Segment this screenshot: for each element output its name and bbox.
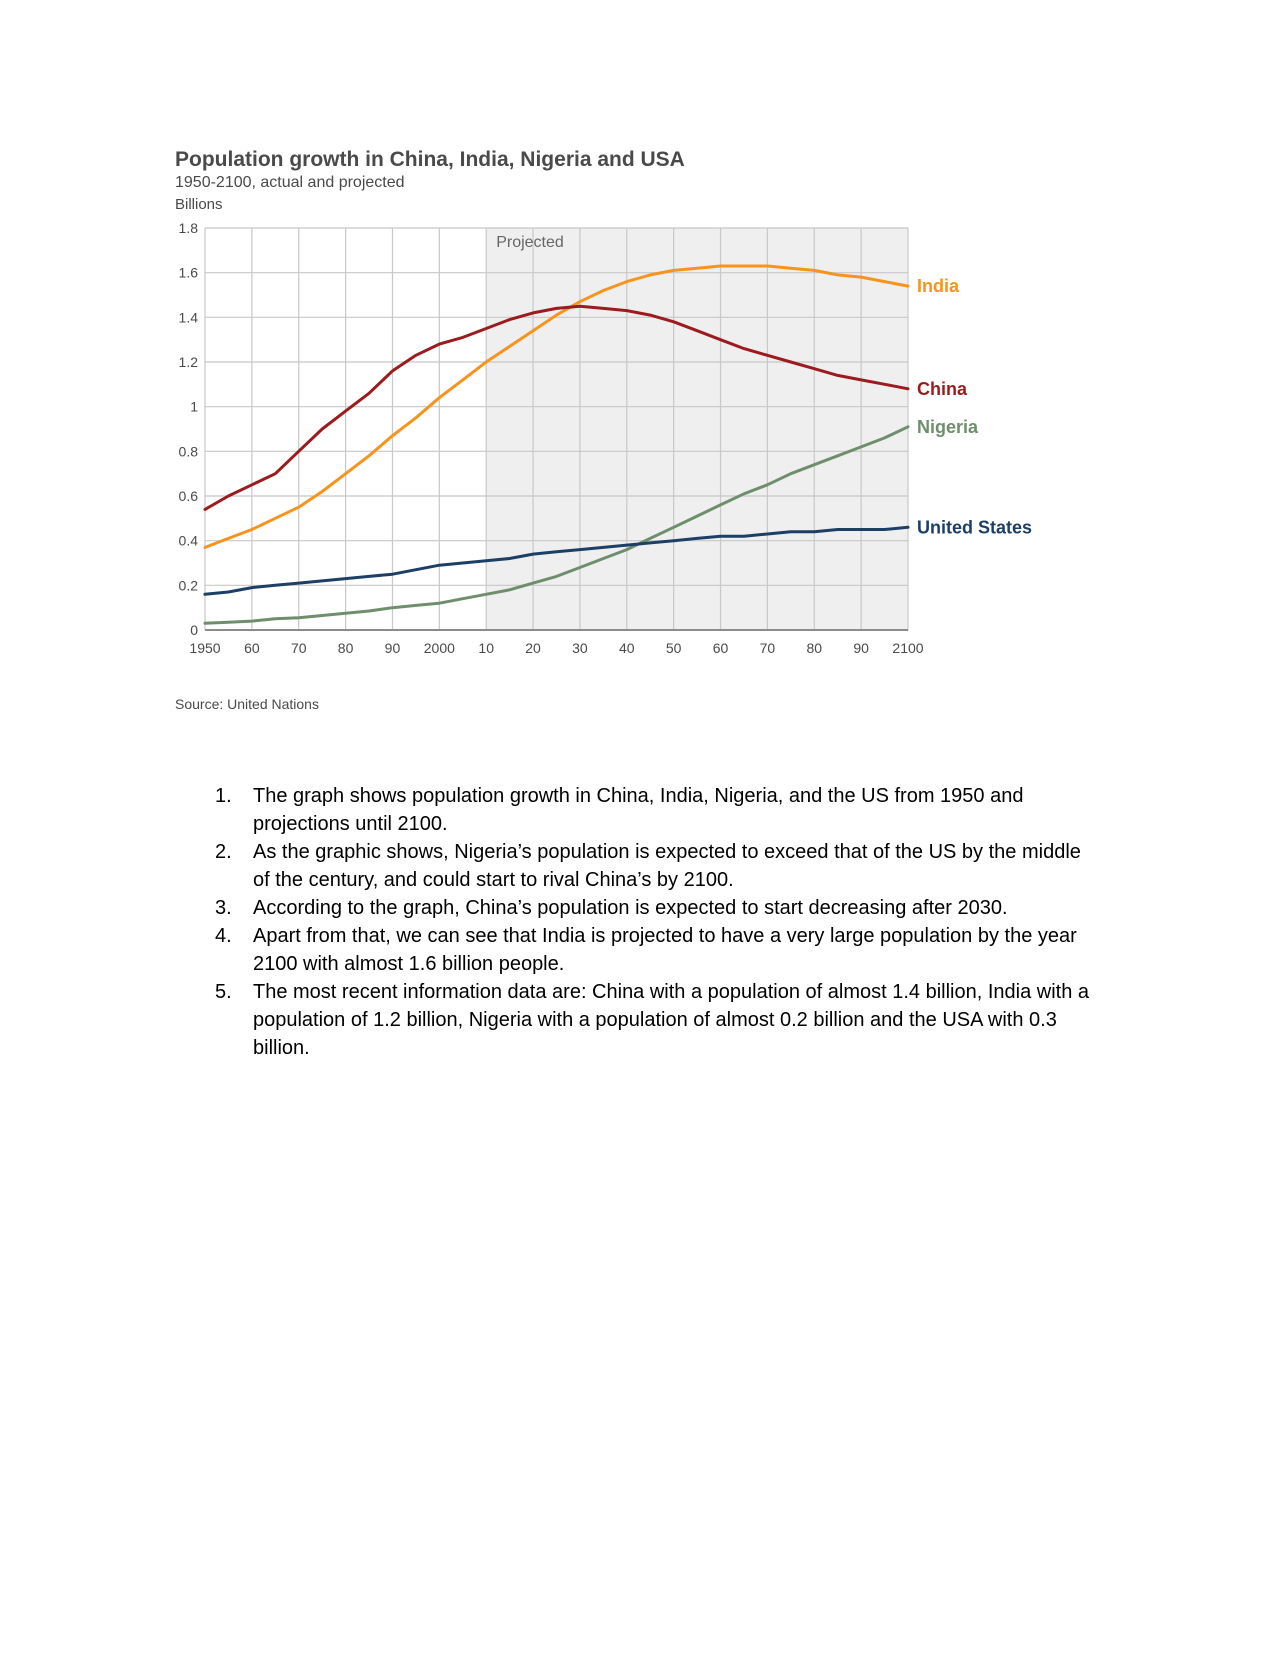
projected-region: [486, 228, 908, 630]
notes-list: [215, 782, 1095, 1062]
x-tick-label: 80: [337, 640, 354, 656]
list-item: [215, 894, 1095, 922]
list-number: 1.: [215, 785, 232, 807]
x-tick-label: 10: [478, 640, 494, 656]
y-tick-label: 1.8: [178, 220, 198, 236]
chart-source: Source: United Nations: [175, 696, 319, 712]
x-tick-label: 90: [384, 640, 401, 656]
y-tick-label: 0: [190, 622, 198, 638]
x-tick-label: 80: [806, 640, 823, 656]
list-item: [215, 922, 1095, 978]
projected-label: Projected: [496, 234, 564, 251]
x-tick-label: 2000: [423, 640, 455, 656]
population-chart: [175, 148, 1105, 728]
list-number: 3.: [215, 897, 232, 919]
chart-canvas: [175, 148, 1105, 728]
list-text: The graph shows population growth in China, India, Nigeria, and the US from 1950 and projections until 2100.: [253, 785, 1024, 835]
x-tick-label: 50: [665, 640, 682, 656]
y-tick-label: 1.4: [178, 309, 198, 326]
list-text: As the graphic shows, Nigeria’s population is expected to exceed that of the US by the middle of the century, and could start to rival China’s by 2100.: [253, 841, 1081, 891]
series-label-china: China: [917, 378, 968, 399]
x-tick-label: 60: [712, 640, 729, 656]
series-label-india: India: [917, 276, 960, 297]
list-text: According to the graph, China’s population is expected to start decreasing after 2030.: [253, 897, 1008, 919]
chart-title: Population growth in China, India, Nigeria and USA: [175, 148, 685, 171]
x-tick-label: 1950: [189, 640, 221, 656]
x-tick-label: 2100: [892, 640, 924, 656]
series-label-united-states: United States: [917, 517, 1033, 538]
chart-subtitle: 1950-2100, actual and projected: [175, 174, 405, 191]
y-axis-label: Billions: [175, 196, 223, 213]
y-tick-label: 1.6: [178, 264, 198, 281]
list-number: 5.: [215, 981, 232, 1003]
x-tick-label: 70: [290, 640, 307, 656]
x-tick-label: 60: [244, 640, 260, 656]
y-tick-label: 0.4: [178, 532, 198, 549]
x-tick-label: 30: [572, 640, 588, 656]
list-item: [215, 978, 1095, 1062]
x-tick-label: 70: [759, 640, 776, 656]
list-text: The most recent information data are: China with a population of almost 1.4 billion, India with a population of 1.2 billion, Nigeria with a population of almost 0.2 billion and the USA with 0.3 billion.: [253, 981, 1090, 1059]
list-item: [215, 838, 1095, 894]
y-tick-label: 0.6: [178, 488, 198, 504]
y-tick-label: 1: [190, 398, 198, 415]
series-label-nigeria: Nigeria: [917, 416, 979, 437]
x-tick-label: 40: [619, 640, 635, 656]
list-item: [215, 782, 1095, 838]
list-text: Apart from that, we can see that India is projected to have a very large population by the year 2100 with almost 1.6 billion people.: [253, 925, 1077, 975]
y-tick-label: 1.2: [178, 354, 198, 370]
list-number: 2.: [215, 841, 232, 863]
y-tick-label: 0.2: [178, 577, 198, 594]
y-tick-label: 0.8: [178, 443, 198, 460]
x-tick-label: 20: [525, 640, 541, 656]
list-number: 4.: [215, 925, 232, 947]
x-tick-label: 90: [853, 640, 869, 656]
